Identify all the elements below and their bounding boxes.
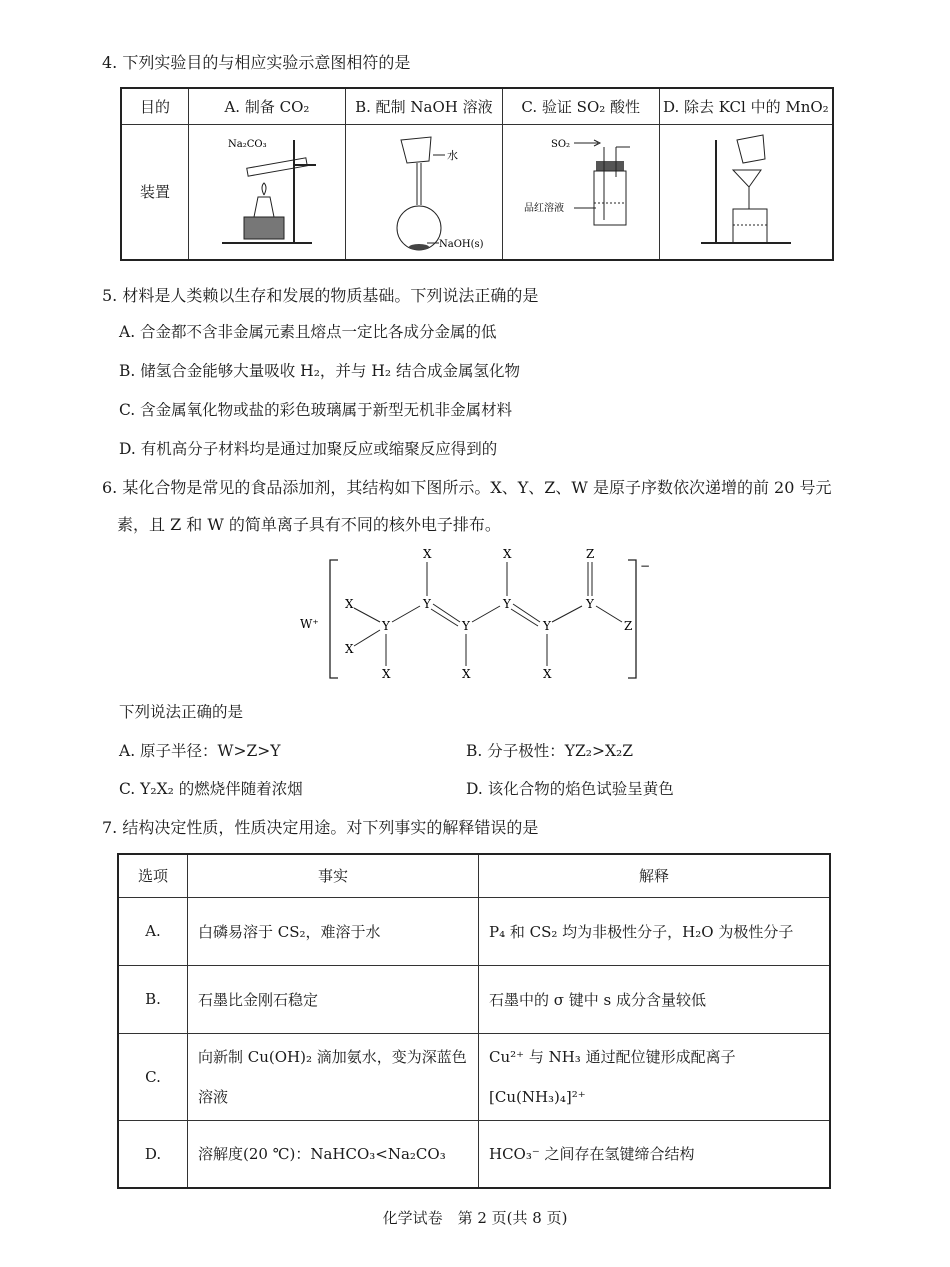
q5-option-c: C. 含金属氧化物或盐的彩色玻璃属于新型无机非金属材料 — [119, 401, 513, 419]
q6-option-a: A. 原子半径：W>Z>Y — [119, 742, 281, 760]
q7-header-option: 选项 — [118, 854, 188, 897]
row-d-fact: 溶解度(20 ℃)：NaHCO₃<Na₂CO₃ — [188, 1120, 479, 1188]
row-b-fact: 石墨比金刚石稳定 — [188, 965, 479, 1033]
table-row — [118, 897, 830, 965]
apparatus-b-drawing — [349, 125, 499, 255]
q7-table — [117, 853, 831, 1189]
atom-y4: Y — [503, 597, 511, 611]
row-d-option: D. — [118, 1120, 188, 1188]
apparatus-a-drawing — [192, 125, 342, 255]
q4-stem: 4. 下列实验目的与相应实验示意图相符的是 — [102, 53, 411, 72]
q6-stem-line1: 6. 某化合物是常见的食品添加剂，其结构如下图所示。X、Y、Z、W 是原子序数依次递增的前 20 号元 — [102, 478, 832, 497]
label-water: 水 — [446, 148, 458, 162]
molecular-structure — [290, 540, 660, 685]
atom-z1: Z — [586, 547, 595, 561]
q6-option-d: D. 该化合物的焰色试验呈黄色 — [466, 780, 674, 798]
table-row — [118, 1120, 830, 1188]
apparatus-d-drawing — [671, 125, 821, 255]
atom-y6: Y — [586, 597, 594, 611]
label-na2co3: Na₂CO₃ — [227, 138, 267, 150]
atom-y5: Y — [543, 619, 551, 633]
table-row — [118, 1033, 830, 1120]
row-c-option: C. — [118, 1033, 188, 1120]
q4-table — [120, 87, 834, 261]
apparatus-c — [502, 124, 659, 260]
q4-col-d: D. 除去 KCl 中的 MnO₂ — [659, 88, 833, 124]
q7-header-explain: 解释 — [479, 854, 831, 897]
row-b-option: B. — [118, 965, 188, 1033]
atom-x4: X — [423, 547, 432, 561]
row-c-fact: 向新制 Cu(OH)₂ 滴加氨水，变为深蓝色溶液 — [188, 1033, 479, 1120]
atom-w: W⁺ — [300, 617, 319, 631]
atom-y1: Y — [382, 619, 390, 633]
q5-option-a: A. 合金都不含非金属元素且熔点一定比各成分金属的低 — [119, 323, 497, 341]
q6-prompt: 下列说法正确的是 — [119, 703, 244, 721]
q4-head: 目的 — [121, 88, 189, 124]
row-c-explain: Cu²⁺ 与 NH₃ 通过配位键形成配离子[Cu(NH₃)₄]²⁺ — [479, 1033, 831, 1120]
row-a-option: A. — [118, 897, 188, 965]
row-a-fact: 白磷易溶于 CS₂，难溶于水 — [188, 897, 479, 965]
atom-y3: Y — [462, 619, 470, 633]
apparatus-b — [345, 124, 502, 260]
q4-col-c: C. 验证 SO₂ 酸性 — [502, 88, 659, 124]
atom-y2: Y — [423, 597, 431, 611]
label-naoh-solid: NaOH(s) — [438, 238, 484, 250]
apparatus-a — [189, 124, 346, 260]
q6-option-c: C. Y₂X₂ 的燃烧伴随着浓烟 — [119, 780, 303, 798]
q5-option-b: B. 储氢合金能够大量吸收 H₂，并与 H₂ 结合成金属氢化物 — [119, 362, 520, 380]
atom-x7: X — [543, 667, 552, 681]
row-a-explain: P₄ 和 CS₂ 均为非极性分子，H₂O 为极性分子 — [479, 897, 831, 965]
atom-x5: X — [462, 667, 471, 681]
q4-col-a: A. 制备 CO₂ — [189, 88, 346, 124]
label-pinhong: 品红溶液 — [523, 202, 564, 214]
row-d-explain: HCO₃⁻ 之间存在氢键缔合结构 — [479, 1120, 831, 1188]
q7-stem: 7. 结构决定性质，性质决定用途。对下列事实的解释错误的是 — [102, 818, 539, 837]
atom-z2: Z — [624, 619, 633, 633]
atom-x6: X — [503, 547, 512, 561]
q4-col-b: B. 配制 NaOH 溶液 — [345, 88, 502, 124]
q6-stem-line2: 素，且 Z 和 W 的简单离子具有不同的核外电子排布。 — [117, 515, 501, 534]
atom-x3: X — [382, 667, 391, 681]
atom-x2: X — [345, 642, 354, 656]
label-so2: SO₂ — [550, 138, 570, 150]
q7-header-fact: 事实 — [188, 854, 479, 897]
apparatus-c-drawing — [506, 125, 656, 255]
atom-x1: X — [345, 597, 354, 611]
page-footer: 化学试卷 第 2 页(共 8 页) — [382, 1209, 568, 1227]
charge: − — [640, 559, 651, 573]
q5-stem: 5. 材料是人类赖以生存和发展的物质基础。下列说法正确的是 — [102, 286, 539, 305]
q4-row-label: 装置 — [121, 124, 189, 260]
q5-option-d: D. 有机高分子材料均是通过加聚反应或缩聚反应得到的 — [119, 440, 498, 458]
table-row — [118, 965, 830, 1033]
apparatus-d — [659, 124, 833, 260]
q6-option-b: B. 分子极性：YZ₂>X₂Z — [466, 742, 633, 760]
row-b-explain: 石墨中的 σ 键中 s 成分含量较低 — [479, 965, 831, 1033]
